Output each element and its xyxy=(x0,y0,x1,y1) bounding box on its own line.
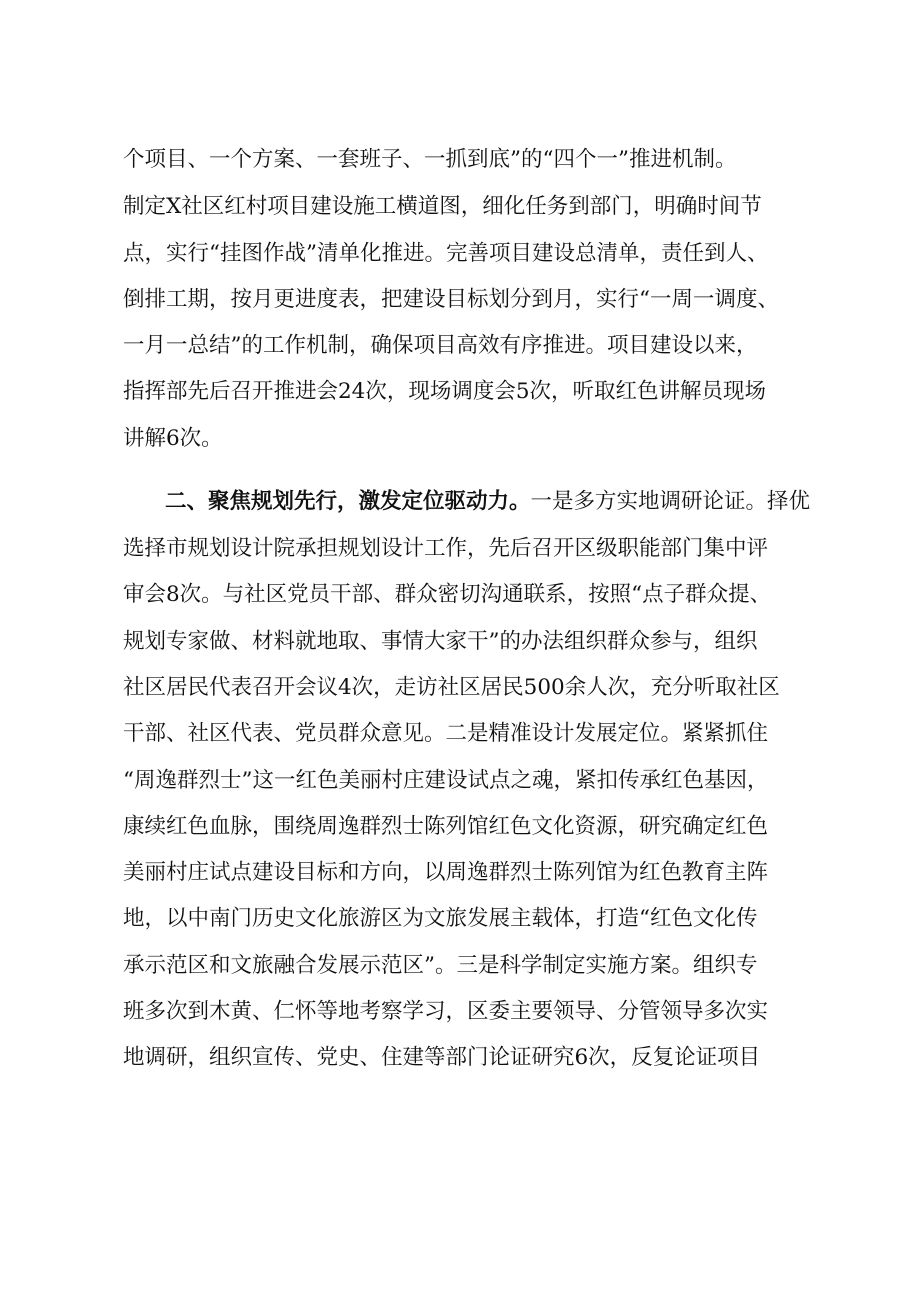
body-line: 审会8次。与社区党员干部、群众密切沟通联系，按照“点子群众提、 xyxy=(123,582,772,607)
body-line: 选择市规划设计院承担规划设计工作，先后召开区级职能部门集中评 xyxy=(123,536,769,561)
body-line: “周逸群烈士”这一红色美丽村庄建设试点之魂，紧扣传承红色基因， xyxy=(123,768,769,793)
body-line: 讲解6次。 xyxy=(123,426,223,451)
body-line: 指挥部先后召开推进会24次，现场调度会5次，听取红色讲解员现场 xyxy=(123,379,767,404)
body-line: 一月一总结”的工作机制，确保项目高效有序推进。项目建设以来， xyxy=(123,333,758,358)
body-line: 干部、社区代表、党员群众意见。二是精准设计发展定位。紧紧抓住 xyxy=(123,721,769,746)
body-line: 点，实行“挂图作战”清单化推进。完善项目建设总清单，责任到人、 xyxy=(123,241,769,266)
body-line: 康续红色血脉，围绕周逸群烈士陈列馆红色文化资源，研究确定红色 xyxy=(123,814,769,839)
body-line: 倒排工期，按月更进度表，把建设目标划分到月，实行“一周一调度、 xyxy=(123,287,779,312)
body-line: 地调研，组织宣传、党史、住建等部门论证研究6次，反复论证项目 xyxy=(123,1045,761,1070)
body-line: 地，以中南门历史文化旅游区为文旅发展主载体，打造“红色文化传 xyxy=(123,906,758,931)
section-first-line-text: 一是多方实地调研论证。择优 xyxy=(530,489,811,514)
body-line: 美丽村庄试点建设目标和方向，以周逸群烈士陈列馆为红色教育主阵 xyxy=(123,860,769,885)
body-line: 制定X社区红村项目建设施工横道图，细化任务到部门，明确时间节 xyxy=(123,194,762,219)
paragraph-2-line-1 xyxy=(165,481,900,523)
body-line: 承示范区和文旅融合发展示范区”。三是科学制定实施方案。组织专 xyxy=(123,953,758,978)
body-line: 社区居民代表召开会议4次，走访社区居民500余人次，充分听取社区 xyxy=(123,675,780,700)
body-line: 班多次到木黄、仁怀等地考察学习，区委主要领导、分管领导多次实 xyxy=(123,999,769,1024)
section-heading: 二、聚焦规划先行，激发定位驱动力。 xyxy=(165,489,531,514)
body-line: 个项目、一个方案、一套班子、一抓到底”的“四个一”推进机制。 xyxy=(123,147,737,172)
body-line: 规划专家做、材料就地取、事情大家干”的办法组织群众参与，组织 xyxy=(123,629,758,654)
